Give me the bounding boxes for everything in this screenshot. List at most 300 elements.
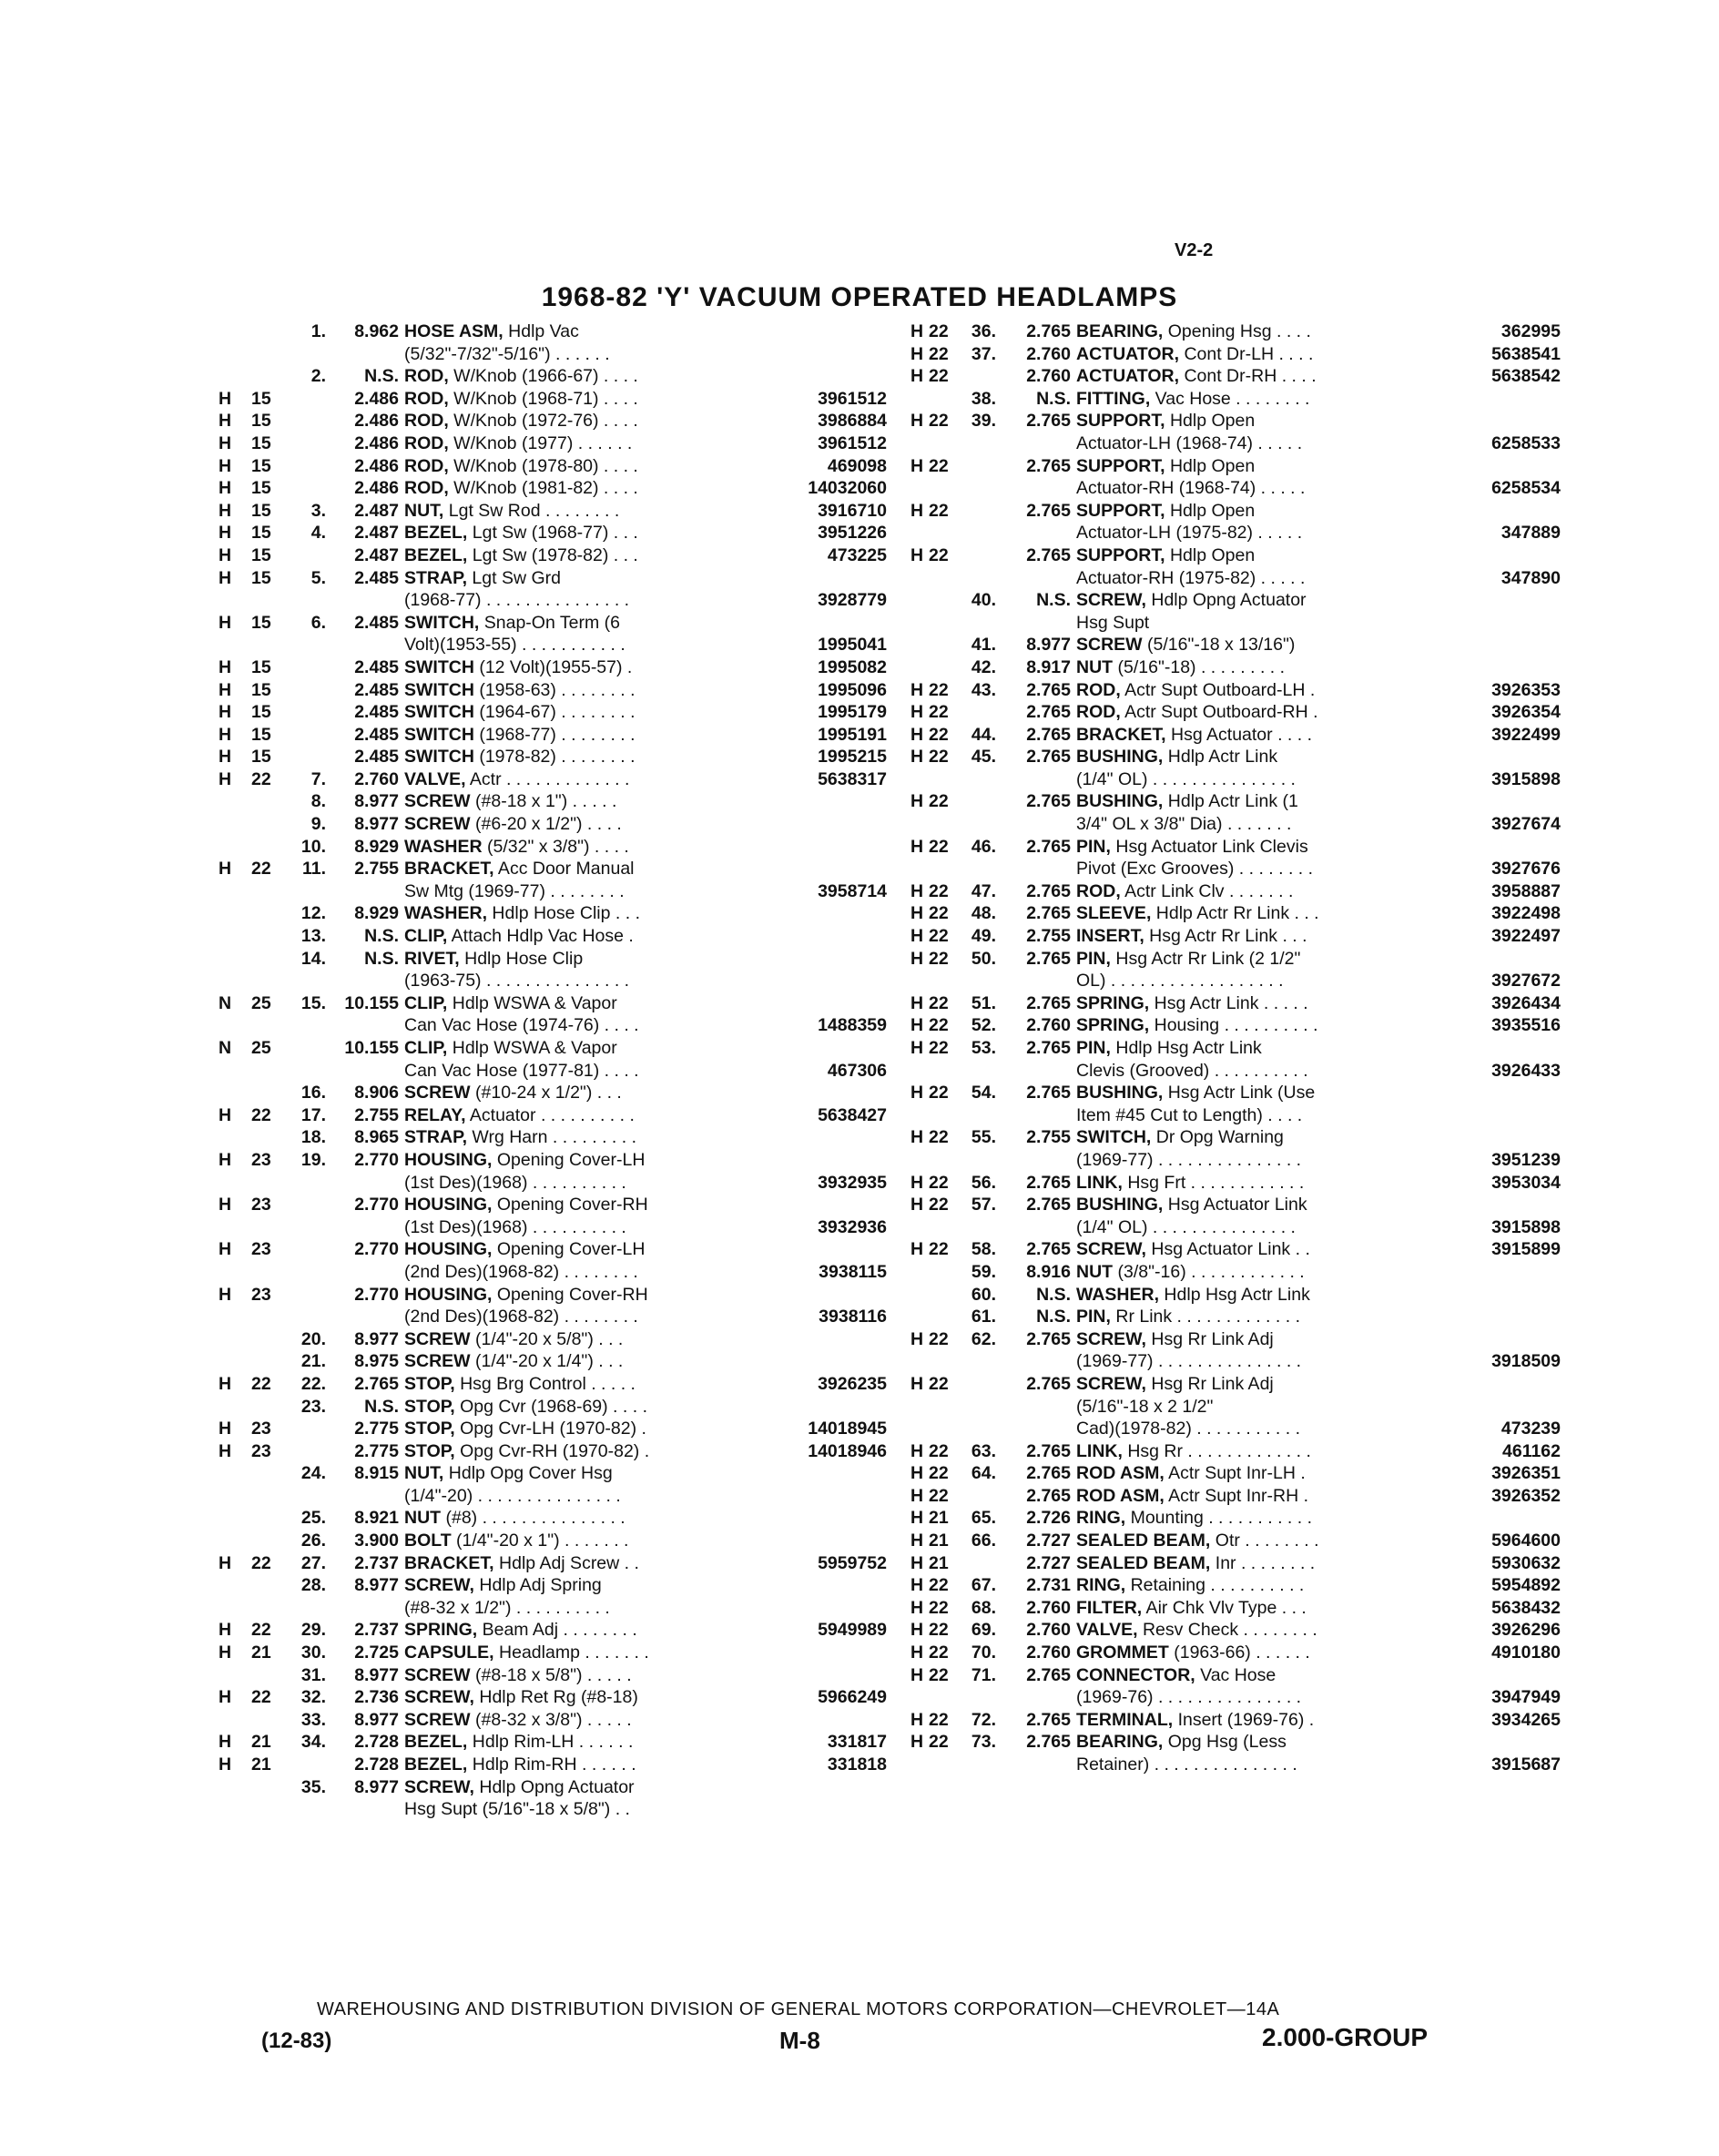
part-row [219,656,892,679]
part-name: CLIP, [404,1038,448,1058]
part-description [1076,1014,1395,1037]
item-number: 38. [971,388,996,409]
part-detail: (1969-77) . . . . . . . . . . . . . . . [1076,1149,1302,1170]
group-number: 22 [929,1373,949,1394]
group-letter [219,1530,251,1552]
part-description [404,634,714,656]
footer-group: 2.000-GROUP [1262,2023,1429,2051]
item-number [284,477,331,500]
item-number [961,768,1002,791]
part-number: 473239 [1500,1419,1561,1439]
group-number [251,1060,284,1083]
part-name: NUT [1076,1261,1114,1282]
group-letter: N [219,1038,232,1058]
part-detail: Can Vac Hose (1974-76) . . . . [404,1015,639,1036]
part-number: 5638427 [818,1104,887,1125]
group-number: 15 [251,612,271,633]
part-detail: Mounting . . . . . . . . . . . [1125,1508,1312,1529]
part-row [910,790,1566,813]
item-number: 25. [300,1508,326,1529]
part-row [910,1104,1566,1127]
part-detail: Hsg Actr Rr Link . . . [1144,926,1307,947]
part-description [1076,544,1395,567]
group-number: 21 [929,1531,949,1551]
part-number [714,836,892,859]
part-number [714,612,892,635]
item-number [284,1485,331,1508]
part-row [910,1709,1566,1732]
section-number [331,970,404,992]
item-number: 17. [300,1104,326,1125]
group-letter [219,1709,251,1732]
part-number [714,1664,892,1687]
part-description [1076,1709,1395,1732]
part-number: 3926353 [1491,679,1561,700]
part-description [1076,388,1395,411]
item-number: 47. [971,880,996,901]
group-letter [219,970,251,992]
part-number: 5964600 [1491,1531,1561,1551]
part-row [910,1396,1566,1419]
section-number: 2.485 [354,724,399,745]
part-number: 3915898 [1491,1216,1561,1237]
footer-page-number: M-8 [779,2027,820,2054]
group-letter: H [219,500,232,521]
group-letter: H [910,1664,924,1685]
part-name: HOSE ASM, [404,321,503,341]
item-number: 62. [971,1328,996,1349]
group-letter: H [910,1440,924,1461]
part-name: STRAP, [404,1127,467,1148]
group-number [929,656,961,679]
group-number: 22 [929,1195,949,1215]
part-description [1076,1172,1395,1195]
group-number: 15 [251,500,271,521]
section-number: 2.775 [354,1440,399,1461]
part-number: 3935516 [1491,1015,1561,1036]
group-letter: H [910,1463,924,1484]
part-row [910,1350,1566,1373]
part-name: ROD, [404,366,449,387]
part-description [404,1418,714,1440]
part-row [910,992,1566,1015]
item-number: 6. [310,612,326,633]
section-number: 8.929 [354,836,399,857]
part-description [1076,1507,1395,1530]
part-detail: Hdlp Adj Screw . . [493,1552,639,1573]
part-name: SPRING, [404,1620,478,1641]
part-number [1395,1664,1566,1687]
group-letter [219,1060,251,1083]
section-number [1002,1754,1076,1776]
item-number [961,432,1002,455]
part-name: SWITCH [404,724,474,745]
part-description [1076,320,1395,343]
item-number: 1. [310,321,326,341]
part-description [1076,701,1395,724]
part-name: SWITCH [404,747,474,768]
part-row [219,1060,892,1083]
part-description [1076,813,1395,836]
part-number: 1488359 [818,1015,887,1036]
group-number [251,790,284,813]
item-number: 67. [971,1575,996,1596]
part-detail: Hdlp Open [1165,455,1256,476]
section-number: 2.755 [354,859,399,880]
part-detail: Opening Cover-RH [492,1284,648,1305]
footer-date: (12-83) [261,2029,332,2053]
group-number [251,1798,284,1821]
group-letter [219,1306,251,1328]
section-number: 8.977 [354,1709,399,1730]
part-number [714,1597,892,1620]
section-number: 2.737 [354,1620,399,1641]
group-letter: H [219,1440,232,1461]
part-number [1395,544,1566,567]
part-description [404,790,714,813]
part-row [910,612,1566,635]
section-number: 2.765 [1026,1328,1071,1349]
part-detail: Actr . . . . . . . . . . . . . [465,768,630,789]
group-letter [910,1306,929,1328]
section-number: 2.485 [354,679,399,700]
item-number [961,1060,1002,1083]
part-number [714,1284,892,1307]
group-number: 15 [251,679,271,700]
group-letter [219,1776,251,1799]
part-description [404,320,714,343]
group-number: 22 [929,679,949,700]
group-number [251,925,284,948]
group-letter: H [910,992,924,1013]
part-detail: Pivot (Exc Grooves) . . . . . . . . [1076,859,1314,880]
part-detail: (1/4"-20 x 1/4") . . . [470,1351,624,1372]
part-detail: (1978-82) . . . . . . . . [473,747,636,768]
part-row [219,1642,892,1664]
part-name: CAPSULE, [404,1642,494,1663]
part-row [219,1396,892,1419]
group-number: 25 [251,992,271,1013]
group-letter: H [219,1284,232,1305]
group-number [929,1396,961,1419]
group-letter: H [219,656,232,677]
section-number [331,1798,404,1821]
part-number: 362995 [1500,321,1561,341]
part-number: 3926354 [1491,702,1561,723]
part-name: NUT, [404,500,444,521]
part-description [1076,1306,1395,1328]
group-number [251,1172,284,1195]
part-description [1076,1082,1395,1104]
group-letter [910,813,929,836]
part-detail: Cont Dr-LH . . . . [1179,343,1314,364]
part-detail: (1968-77) . . . . . . . . . . . . . . . [404,590,630,611]
group-letter [219,320,251,343]
part-row [910,768,1566,791]
part-number: 3922499 [1491,724,1561,745]
section-number: 10.155 [344,1038,399,1058]
part-name: BRACKET, [404,859,494,880]
part-row [219,1149,892,1172]
part-detail: Hsg Actuator Link [1163,1195,1307,1215]
part-description [404,1149,714,1172]
part-number: 5959752 [818,1552,887,1573]
item-number [284,679,331,702]
item-number [284,455,331,478]
section-number [331,1014,404,1037]
group-letter [219,1462,251,1485]
part-detail: Hdlp Open [1165,500,1256,521]
section-number: 2.760 [1026,1620,1071,1641]
group-number [929,1060,961,1083]
part-row [219,343,892,366]
section-number: 8.915 [354,1463,399,1484]
group-letter [219,634,251,656]
part-description [404,1014,714,1037]
item-number: 43. [971,679,996,700]
part-number [1395,1373,1566,1396]
part-number [1395,1284,1566,1307]
part-detail: (5/32"-7/32"-5/16") . . . . . . [404,343,610,364]
part-detail: (2nd Des)(1968-82) . . . . . . . . [404,1261,638,1282]
group-letter: H [219,388,232,409]
part-detail: Dr Opg Warning [1151,1127,1284,1148]
section-number [331,880,404,903]
part-number: 3951239 [1491,1149,1561,1170]
part-description [404,1216,714,1239]
part-detail: Vac Hose [1195,1664,1277,1685]
section-number: 2.765 [1026,411,1071,432]
item-number [961,1418,1002,1440]
part-description [404,432,714,455]
part-number: 6258534 [1491,478,1561,499]
part-detail: Hdlp Opng Actuator [473,1776,635,1797]
part-row [910,1440,1566,1463]
part-number: 5638317 [818,768,887,789]
part-row [219,1284,892,1307]
part-number [1395,455,1566,478]
group-letter: H [219,702,232,723]
part-detail: (5/16"-18 x 2 1/2" [1076,1396,1214,1417]
group-number [251,1530,284,1552]
group-number [251,1485,284,1508]
part-number: 3958887 [1491,880,1561,901]
section-number [331,589,404,612]
section-number [1002,1149,1076,1172]
part-name: BEZEL, [404,544,468,565]
part-detail: Item #45 Cut to Length) . . . . [1076,1104,1303,1125]
part-name: RING, [1076,1508,1126,1529]
part-row [219,1507,892,1530]
part-number: 473225 [827,544,887,565]
part-detail: (2nd Des)(1968-82) . . . . . . . . [404,1307,638,1327]
group-number: 22 [929,1642,949,1663]
group-letter: H [910,791,924,812]
group-number [251,365,284,388]
group-letter: H [219,724,232,745]
section-number [1002,1418,1076,1440]
section-number: 2.765 [1026,702,1071,723]
group-number [929,858,961,880]
section-number: 2.765 [1026,1664,1071,1685]
group-number: 15 [251,411,271,432]
group-number: 22 [929,1038,949,1058]
part-name: SWITCH [404,656,474,677]
part-number [1395,1306,1566,1328]
section-number: 2.755 [1026,1127,1071,1148]
group-letter: H [910,1732,924,1753]
group-number [251,1306,284,1328]
section-number: 2.770 [354,1239,399,1260]
section-number: 2.736 [354,1687,399,1708]
group-letter [910,388,929,411]
part-description [404,1686,714,1709]
group-letter: H [219,478,232,499]
section-number [1002,477,1076,500]
part-row [910,1552,1566,1575]
group-number [251,1082,284,1104]
group-letter [219,1350,251,1373]
part-description [404,1126,714,1149]
part-detail: Opening Cover-LH [492,1239,646,1260]
part-name: SCREW [404,1664,471,1685]
section-number: 2.737 [354,1552,399,1573]
section-number [1002,768,1076,791]
section-number: 2.765 [1026,992,1071,1013]
part-row [910,1418,1566,1440]
part-detail: Hdlp Opng Actuator [1145,590,1307,611]
part-detail: (12 Volt)(1955-57) . [473,656,633,677]
group-letter: H [910,455,924,476]
part-description [404,1709,714,1732]
part-row [910,1126,1566,1149]
part-number [1395,634,1566,656]
part-number: 3922498 [1491,903,1561,924]
section-number: 2.485 [354,567,399,588]
part-name: STOP, [404,1396,455,1417]
part-name: VALVE, [404,768,466,789]
part-number [714,1396,892,1419]
part-detail: Inr . . . . . . . . [1210,1552,1316,1573]
group-number [251,1507,284,1530]
part-row [910,1507,1566,1530]
section-number: 8.977 [354,791,399,812]
item-number: 35. [300,1776,326,1797]
part-detail: Opening Hsg . . . . [1163,321,1311,341]
part-number: 347890 [1500,567,1561,588]
group-number: 21 [251,1754,271,1775]
item-number: 19. [300,1149,326,1170]
group-number [929,432,961,455]
part-name: WASHER, [404,903,488,924]
part-detail: Hsg Actuator Link Clevis [1110,836,1308,857]
part-number: 3927676 [1491,859,1561,880]
part-number: 3928779 [818,590,887,611]
section-number: 2.760 [1026,366,1071,387]
group-number: 15 [251,702,271,723]
group-letter [910,858,929,880]
group-letter [910,634,929,656]
item-number [284,970,331,992]
item-number [284,1284,331,1307]
part-row [910,1328,1566,1351]
group-letter [910,1060,929,1083]
group-letter: H [219,1754,232,1775]
part-row [219,1440,892,1463]
part-description [404,1261,714,1284]
group-number: 22 [929,880,949,901]
part-name: RELAY, [404,1104,466,1125]
part-name: ROD, [404,411,449,432]
part-row [219,455,892,478]
part-number: 5638432 [1491,1597,1561,1618]
part-description [404,1238,714,1261]
part-description [1076,1754,1395,1776]
group-number [929,1216,961,1239]
item-number: 44. [971,724,996,745]
part-description [1076,1104,1395,1127]
group-number: 21 [929,1508,949,1529]
item-number: 11. [301,859,326,880]
group-letter: H [219,859,232,880]
group-number: 23 [251,1284,271,1305]
part-row [219,1754,892,1776]
item-number [961,365,1002,388]
group-letter: H [910,544,924,565]
part-name: ROD, [1076,679,1121,700]
group-letter: H [219,1642,232,1663]
part-detail: Actr Supt Inr-RH . [1164,1485,1308,1506]
section-number [1002,813,1076,836]
item-number: 12. [300,903,326,924]
part-description [404,1440,714,1463]
group-number: 22 [929,1015,949,1036]
part-detail: Opg Cvr-LH (1970-82) . [454,1419,646,1439]
part-name: SCREW [404,1083,471,1103]
part-detail: Actr Link Clv . . . . . . . [1120,880,1294,901]
group-letter: H [910,880,924,901]
part-row [219,365,892,388]
item-number: 57. [971,1195,996,1215]
item-number: 10. [300,836,326,857]
group-letter: H [910,903,924,924]
part-name: BEARING, [1076,321,1164,341]
part-description [1076,1037,1395,1060]
part-number: 3915687 [1491,1754,1561,1775]
part-number [714,992,892,1015]
part-number [1395,1328,1566,1351]
part-detail: (#10-24 x 1/2") . . . [470,1083,622,1103]
group-letter: H [910,1597,924,1618]
item-number: 24. [300,1463,326,1484]
group-letter: H [219,1195,232,1215]
group-number: 22 [929,1328,949,1349]
part-number: 331817 [827,1732,887,1753]
group-number: 22 [929,992,949,1013]
group-letter: H [219,544,232,565]
group-number: 22 [929,411,949,432]
part-number [714,1642,892,1664]
part-detail: Otr . . . . . . . . [1210,1531,1319,1551]
group-letter: H [910,1373,924,1394]
part-number: 3958714 [818,880,887,901]
group-letter: H [219,1104,232,1125]
item-number: 54. [971,1083,996,1103]
group-number [251,813,284,836]
part-number: 3926235 [818,1373,887,1394]
part-number [714,790,892,813]
group-number: 22 [929,343,949,364]
